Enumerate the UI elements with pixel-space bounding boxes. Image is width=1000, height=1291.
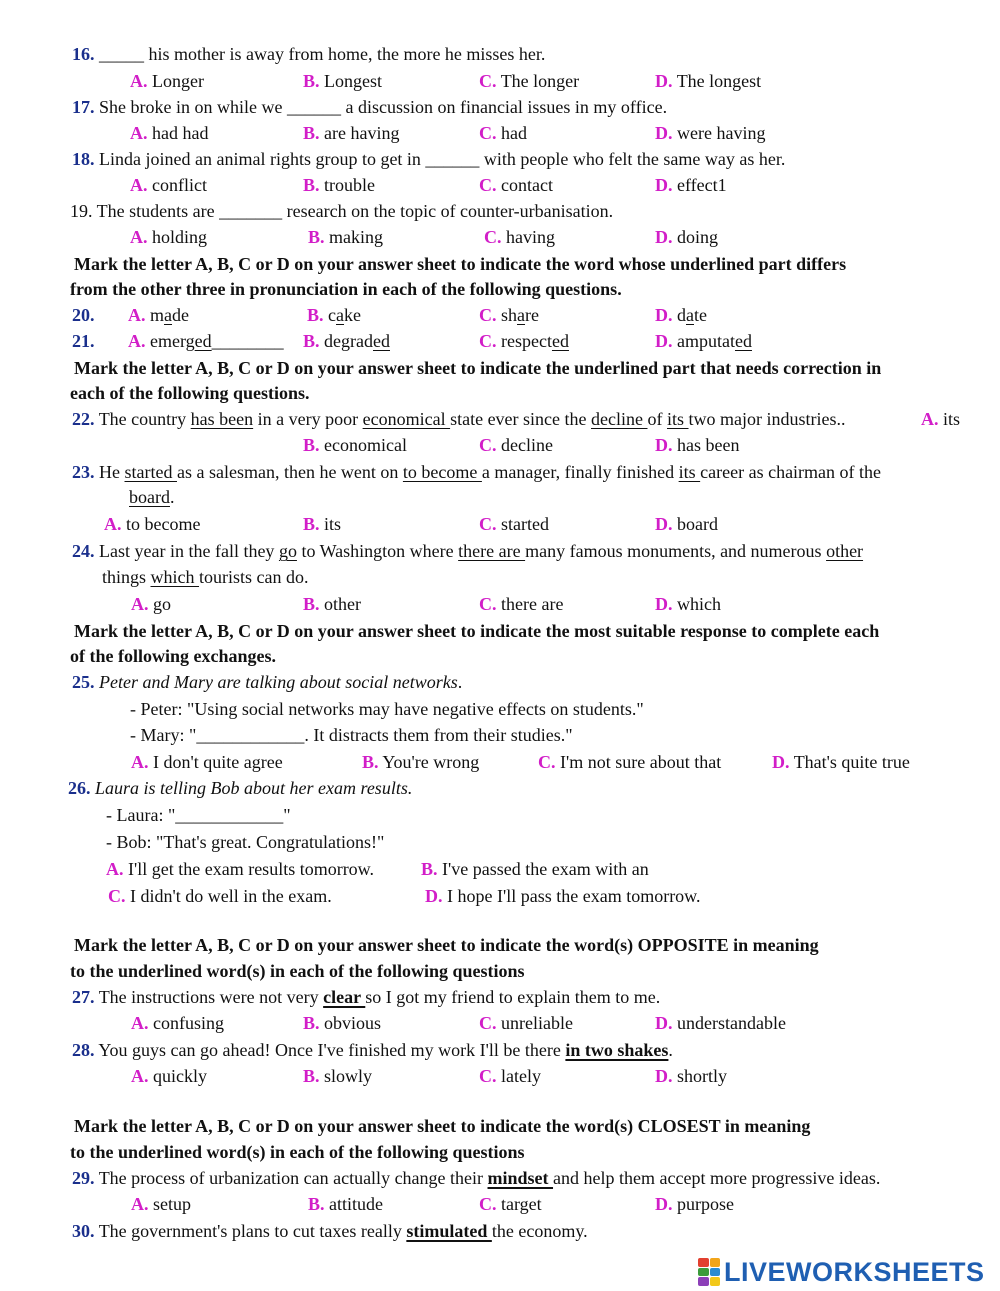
question-21: 21. <box>72 331 95 351</box>
question-24-continuation: things which tourists can do. <box>102 567 309 587</box>
section-instruction: Mark the letter A, B, C or D on your answer sheet to indicate the word(s) OPPOSITE in meaning <box>74 935 819 955</box>
option-a[interactable]: A. confusing <box>131 1013 224 1033</box>
option-b[interactable]: B. degraded <box>303 331 390 351</box>
dialogue-line: - Mary: "____________. It distracts them from their studies." <box>130 725 573 745</box>
option-c[interactable]: C. I'm not sure about that <box>538 752 722 772</box>
option-d[interactable]: D. understandable <box>655 1013 786 1033</box>
question-text: 19. The students are _______ research on the topic of counter-urbanisation. <box>70 201 614 221</box>
option-d[interactable]: D. amputated <box>655 331 752 351</box>
question-23: 23. He started as a salesman, then he went on to become a manager, finally finished its career as chairman of the <box>72 462 882 482</box>
question-24: 24. Last year in the fall they go to Washington where there are many famous monuments, and numerous other <box>72 541 864 561</box>
question-20: 20. <box>72 305 95 325</box>
option-b[interactable]: B. obvious <box>303 1013 382 1033</box>
option-b[interactable]: B. economical <box>303 435 407 455</box>
option-c[interactable]: C. target <box>479 1194 542 1214</box>
question-number: 18. <box>72 149 95 169</box>
section-instruction: to the underlined word(s) in each of the following questions <box>70 961 525 981</box>
option-d[interactable]: D. purpose <box>655 1194 734 1214</box>
question-26: 26. Laura is telling Bob about her exam results. <box>68 778 413 798</box>
option-a[interactable]: A. its <box>921 409 961 429</box>
question-text: She broke in on while we ______ a discussion on financial issues in my office. <box>99 97 668 117</box>
liveworksheets-logo <box>698 1255 985 1289</box>
logo-text: LIVEWORKSHEETS <box>724 1256 985 1287</box>
option-b[interactable]: B. You're wrong <box>362 752 480 772</box>
option-c[interactable]: C. unreliable <box>479 1013 573 1033</box>
question-16 <box>72 43 545 65</box>
section-instruction: Mark the letter A, B, C or D on your answer sheet to indicate the word whose underlined part differs <box>74 254 847 274</box>
option-b[interactable]: B. other <box>303 594 361 614</box>
question-23-continuation: board. <box>129 487 175 507</box>
option-d[interactable]: D. has been <box>655 435 740 455</box>
dialogue-line: - Peter: "Using social networks may have negative effects on students." <box>130 699 644 719</box>
option-a[interactable]: A. setup <box>131 1194 191 1214</box>
option-b[interactable]: B. its <box>303 514 342 534</box>
option-b[interactable]: B. making <box>308 227 384 247</box>
section-instruction: Mark the letter A, B, C or D on your answer sheet to indicate the word(s) CLOSEST in meaning <box>74 1116 811 1136</box>
option-d[interactable]: D. which <box>655 594 721 614</box>
section-instruction: Mark the letter A, B, C or D on your answer sheet to indicate the underlined part that needs correction in <box>74 358 882 378</box>
option-a[interactable]: A. to become <box>104 514 201 534</box>
option-a[interactable]: A. holding <box>130 227 208 247</box>
option-c[interactable]: C. I didn't do well in the exam. <box>108 886 332 906</box>
option-a[interactable]: A. conflict <box>130 175 207 195</box>
section-instruction: of the following exchanges. <box>70 646 276 666</box>
section-instruction: to the underlined word(s) in each of the following questions <box>70 1142 525 1162</box>
option-c[interactable]: C. respected <box>479 331 569 351</box>
option-d[interactable]: D. The longest <box>655 71 762 91</box>
option-c[interactable]: C. there are <box>479 594 564 614</box>
option-b[interactable]: B. Longest <box>303 71 383 91</box>
option-c[interactable]: C. contact <box>479 175 553 195</box>
option-a[interactable]: A. I'll get the exam results tomorrow. <box>106 859 375 879</box>
option-b[interactable]: B. I've passed the exam with an <box>421 859 649 879</box>
question-28: 28. You guys can go ahead! Once I've finished my work I'll be there in two shakes. <box>72 1040 673 1060</box>
question-19 <box>70 200 613 222</box>
section-instruction: each of the following questions. <box>70 383 310 403</box>
option-a[interactable]: A. go <box>131 594 171 614</box>
question-number: 17. <box>72 97 95 117</box>
question-29: 29. The process of urbanization can actually change their mindset and help them accept more progressive ideas. <box>72 1168 881 1188</box>
option-b[interactable]: B. slowly <box>303 1066 373 1086</box>
option-b[interactable]: B. trouble <box>303 175 376 195</box>
option-d[interactable]: D. effect1 <box>655 175 727 195</box>
option-b[interactable]: B. attitude <box>308 1194 383 1214</box>
section-instruction: from the other three in pronunciation in each of the following questions. <box>70 279 622 299</box>
option-a[interactable]: A. quickly <box>131 1066 207 1086</box>
question-text: Linda joined an animal rights group to get in ______ with people who felt the same way as her. <box>99 149 786 169</box>
option-c[interactable]: C. started <box>479 514 549 534</box>
option-c[interactable]: C. share <box>479 305 539 325</box>
option-c[interactable]: C. decline <box>479 435 553 455</box>
option-d[interactable]: D. doing <box>655 227 719 247</box>
question-17 <box>72 96 667 118</box>
option-b[interactable]: B. are having <box>303 123 400 143</box>
question-18 <box>72 148 785 170</box>
option-b[interactable]: B. cake <box>307 305 362 325</box>
option-a[interactable]: A. I don't quite agree <box>131 752 283 772</box>
question-27: 27. The instructions were not very clear so I got my friend to explain them to me. <box>72 987 661 1007</box>
option-a[interactable]: A. Longer <box>130 71 204 91</box>
section-instruction: Mark the letter A, B, C or D on your answer sheet to indicate the most suitable response to complete each <box>74 621 880 641</box>
question-text: _____ his mother is away from home, the more he misses her. <box>99 44 546 64</box>
question-25: 25. Peter and Mary are talking about social networks. <box>72 672 463 692</box>
option-d[interactable]: D. shortly <box>655 1066 728 1086</box>
question-number: 16. <box>72 44 95 64</box>
question-30: 30. The government's plans to cut taxes really stimulated the economy. <box>72 1221 588 1241</box>
option-d[interactable]: D. board <box>655 514 718 534</box>
option-c[interactable]: C. lately <box>479 1066 541 1086</box>
option-a[interactable]: A. emerged________ <box>128 331 284 351</box>
option-a[interactable]: A. made <box>128 305 190 325</box>
option-c[interactable]: C. had <box>479 123 527 143</box>
question-22: 22. The country has been in a very poor economical state ever since the decline of its two major industries.. <box>72 409 846 429</box>
option-d[interactable]: D. I hope I'll pass the exam tomorrow. <box>425 886 701 906</box>
option-c[interactable]: C. The longer <box>479 71 580 91</box>
dialogue-line: - Bob: "That's great. Congratulations!" <box>106 832 385 852</box>
option-a[interactable]: A. had had <box>130 123 209 143</box>
option-d[interactable]: D. That's quite true <box>772 752 910 772</box>
option-d[interactable]: D. date <box>655 305 707 325</box>
option-d[interactable]: D. were having <box>655 123 766 143</box>
dialogue-line: - Laura: "____________" <box>106 805 291 825</box>
logo-mark-icon <box>698 1258 720 1286</box>
option-c[interactable]: C. having <box>484 227 555 247</box>
